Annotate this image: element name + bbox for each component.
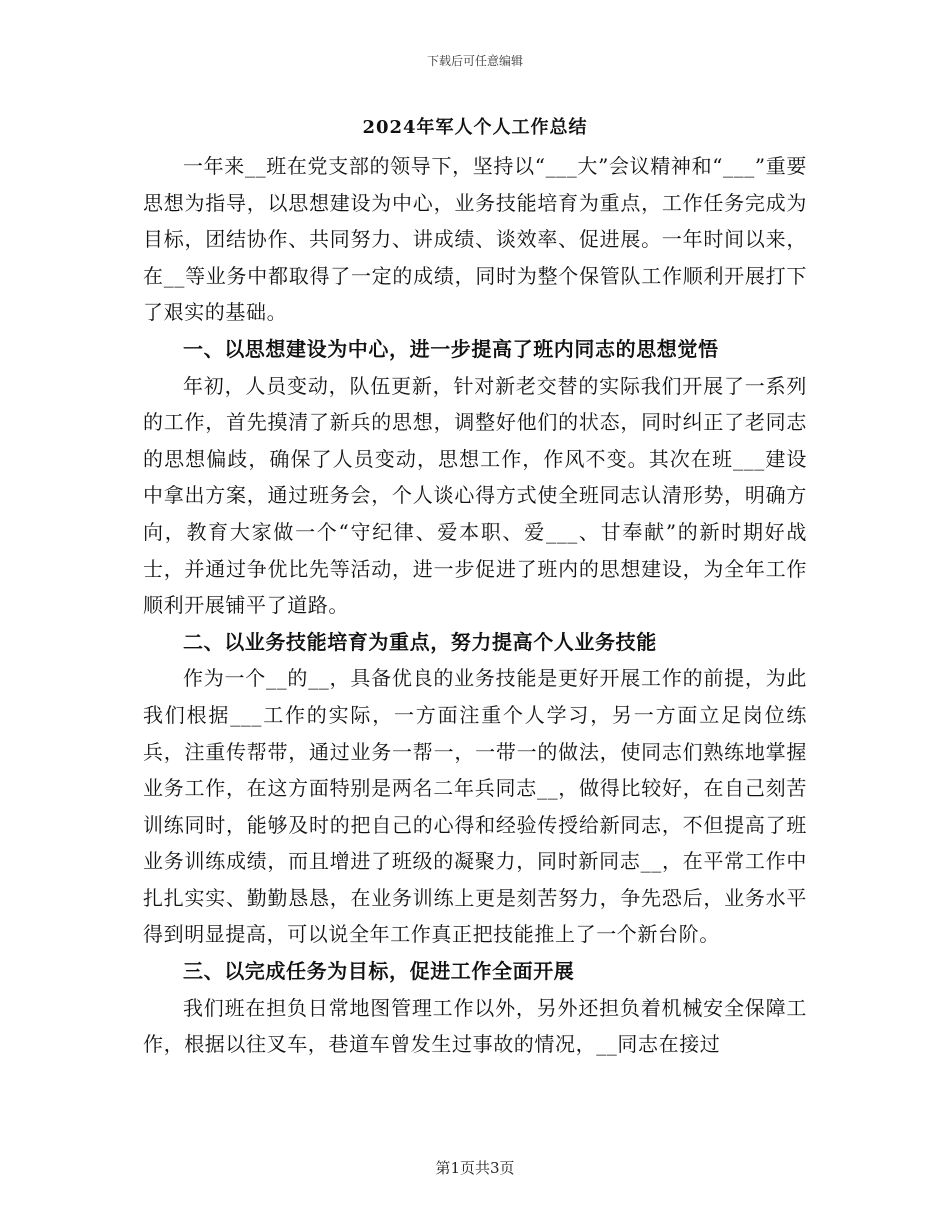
- section-1-paragraph: 年初，人员变动，队伍更新，针对新老交替的实际我们开展了一系列的工作，首先摸清了新兵的思想，调整好他们的状态，同时纠正了老同志的思想偏歧，确保了人员变动，思想工作，作风不变。其次在班___建设中拿出方案，通过班务会，个人谈心得方式使全班同志认清形势，明确方向，教育大家做一个“守纪律、爱本职、爱___、甘奉献”的新时期好战士，并通过争优比先等活动，进一步促进了班内的思想建设，为全年工作顺利开展铺平了道路。: [143, 373, 807, 618]
- intro-paragraph: 一年来__班在党支部的领导下，坚持以“___大”会议精神和“___”重要思想为指导，以思想建设为中心，业务技能培育为重点，工作任务完成为目标，团结协作、共同努力、讲成绩、谈效率、促进展。一年时间以来，在__等业务中都取得了一定的成绩，同时为整个保管队工作顺利开展打下了艰实的基础。: [143, 154, 807, 325]
- section-3-paragraph: 我们班在担负日常地图管理工作以外，另外还担负着机械安全保障工作，根据以往叉车，巷道车曾发生过事故的情况，__同志在接过: [143, 995, 807, 1057]
- page-number: 第1页共3页: [435, 1159, 515, 1177]
- section-1-heading: 一、以思想建设为中心，进一步提高了班内同志的思想觉悟: [183, 336, 719, 361]
- document-title: 2024年军人个人工作总结: [362, 117, 588, 138]
- page-header: 下载后可任意编辑: [426, 54, 523, 68]
- section-2-paragraph: 作为一个__的__，具备优良的业务技能是更好开展工作的前提，为此我们根据___工作的实际，一方面注重个人学习，另一方面立足岗位练兵，注重传帮带，通过业务一帮一，一带一的做法，使同志们熟练地掌握业务工作，在这方面特别是两名二年兵同志__，做得比较好，在自己刻苦训练同时，能够及时的把自己的心得和经验传授给新同志，不但提高了班业务训练成绩，而且增进了班级的凝聚力，同时新同志__，在平常工作中扎扎实实、勤勤恳恳，在业务训练上更是刻苦努力，争先恐后，业务水平得到明显提高，可以说全年工作真正把技能推上了一个新台阶。: [143, 666, 807, 947]
- document-body: [143, 110, 807, 1063]
- section-3-heading: 三、以完成任务为目标，促进工作全面开展: [183, 959, 575, 984]
- section-2-heading: 二、以业务技能培育为重点，努力提高个人业务技能: [183, 629, 657, 654]
